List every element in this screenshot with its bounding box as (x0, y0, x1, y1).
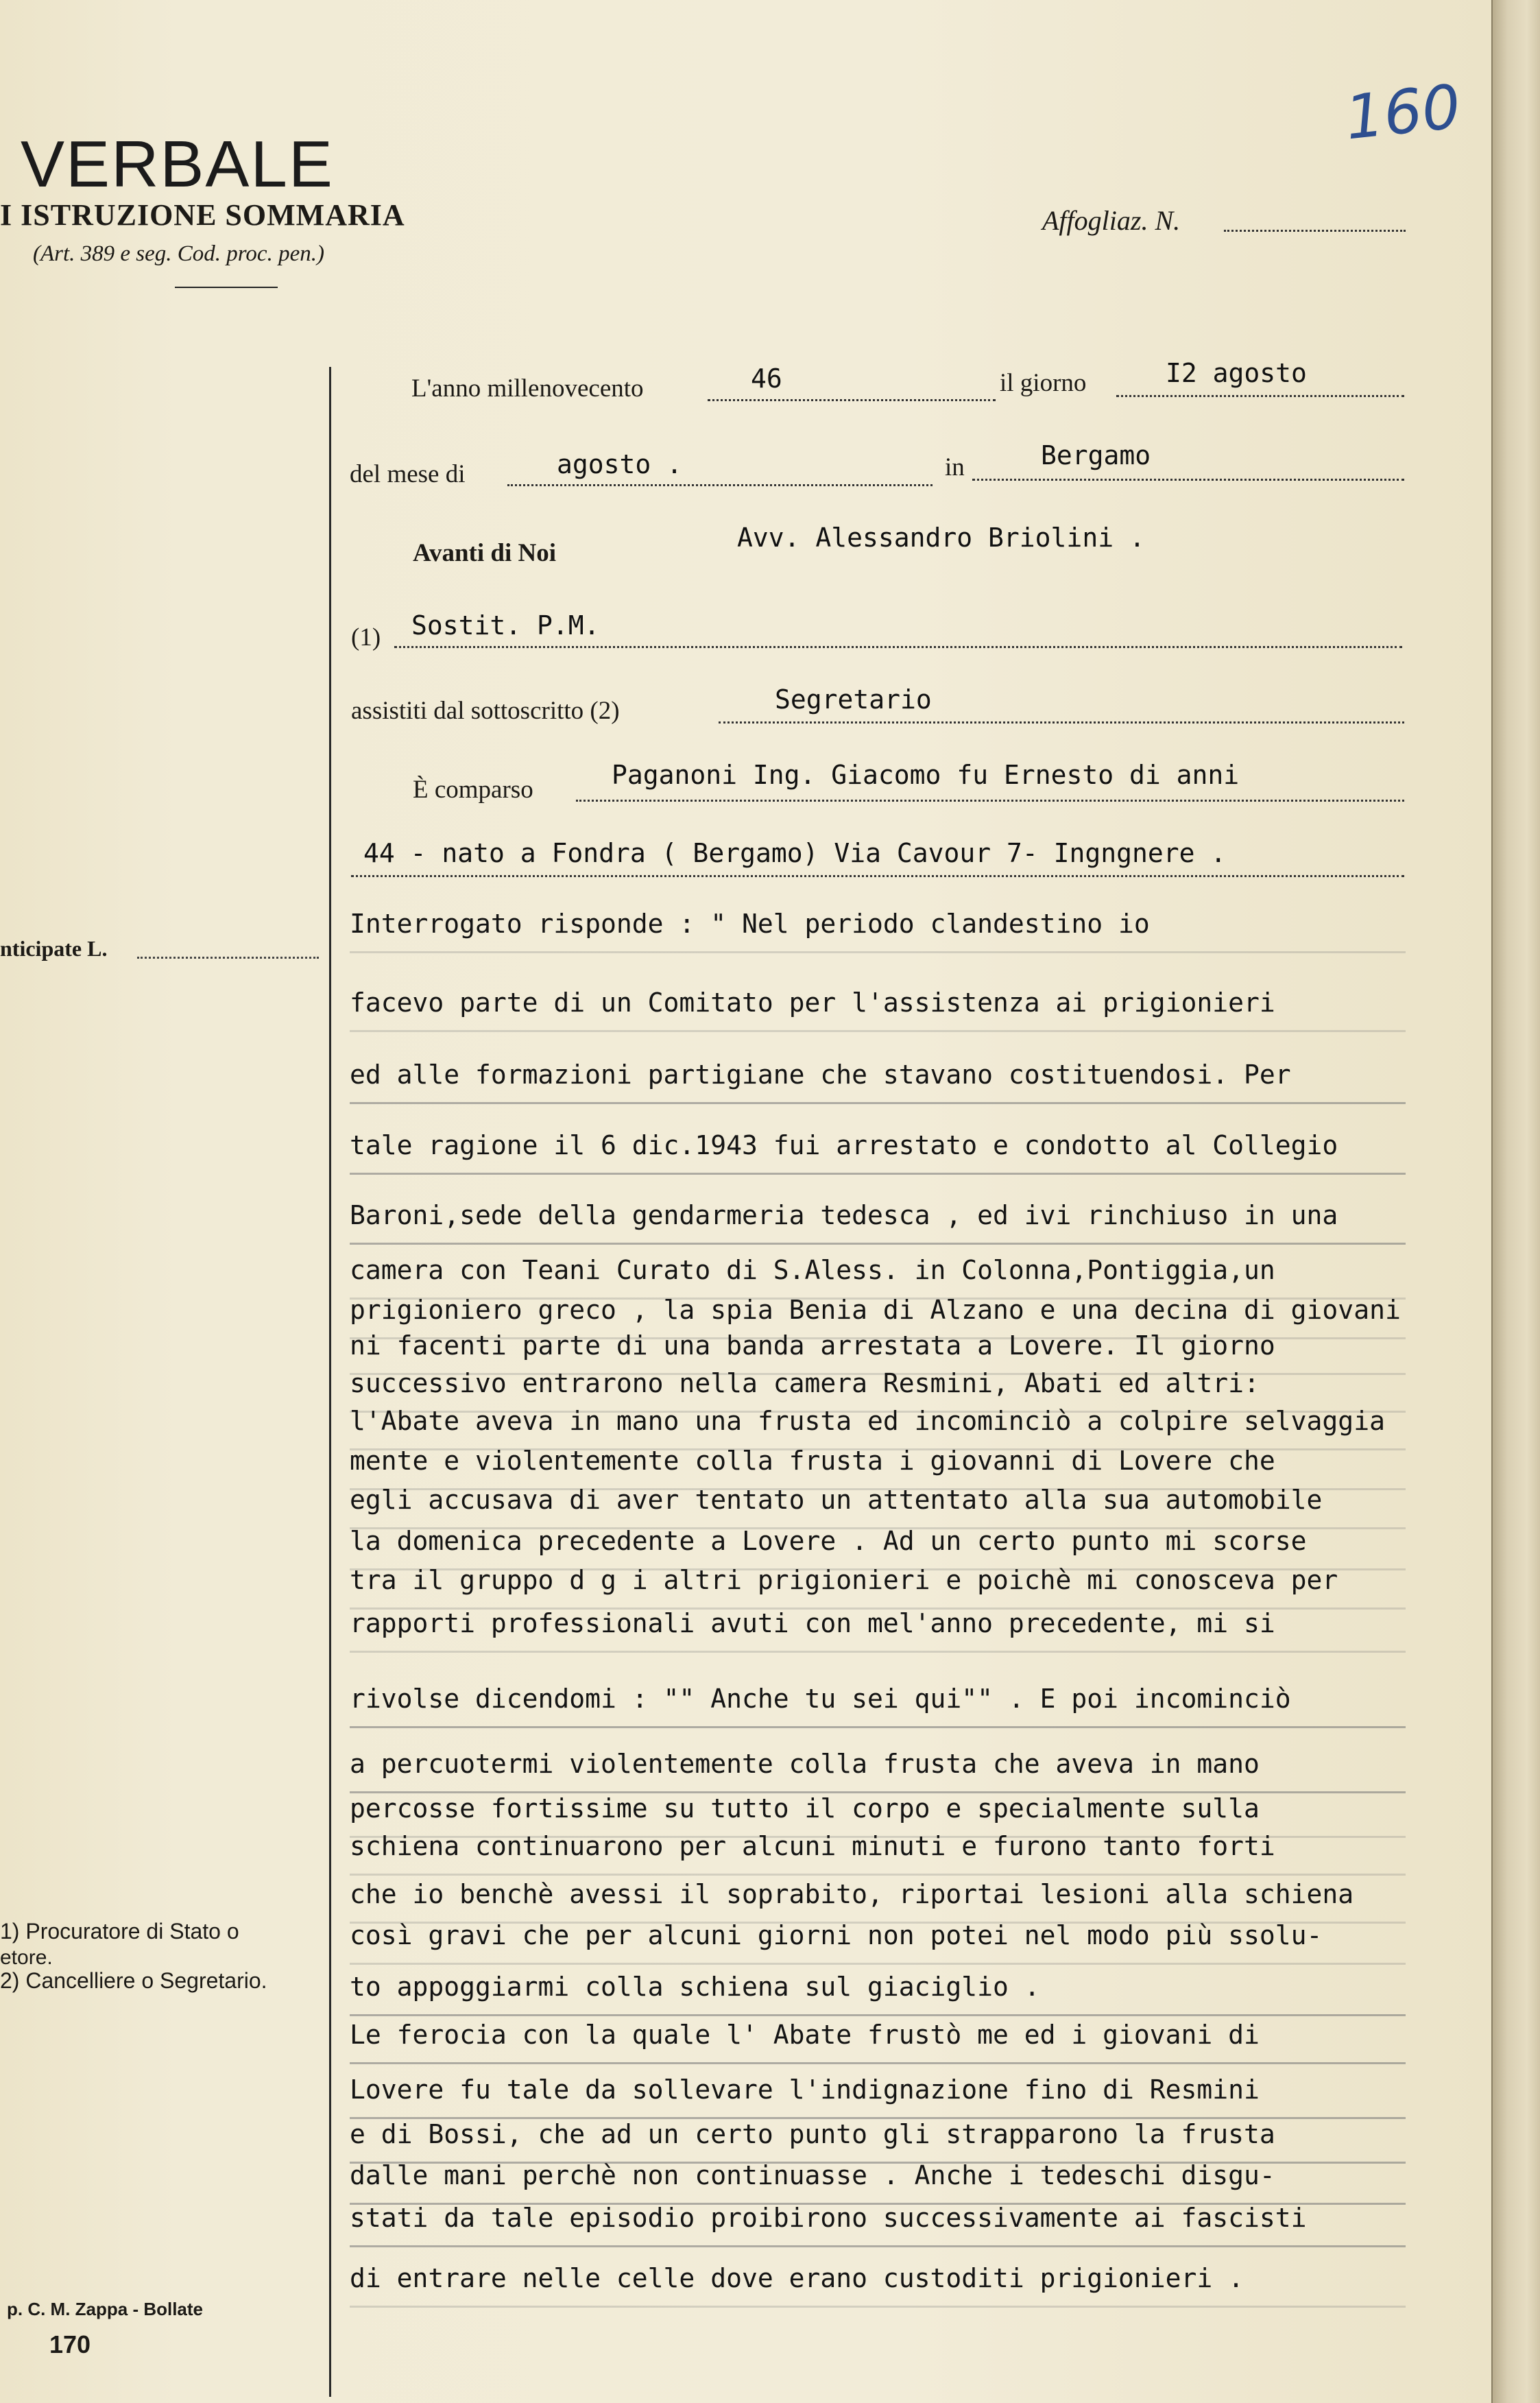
statement-line: rivolse dicendomi : "" Anche tu sei qui"" . E poi incominciò (350, 1684, 1291, 1714)
line-rule (350, 1173, 1406, 1175)
statement-line: Baroni,sede della gendarmeria tedesca , ed ivi rinchiuso in una (350, 1200, 1338, 1230)
divider (175, 287, 278, 288)
note1-dots (394, 646, 1402, 648)
footnote-1: 1) Procuratore di Stato o (0, 1919, 239, 1944)
footnote-1-continued: etore. (0, 1946, 53, 1969)
form-number: 170 (49, 2330, 91, 2358)
affogliaz-label: Affogliaz. N. (1042, 205, 1181, 236)
statement-line: tra il gruppo d g i altri prigionieri e poichè mi conosceva per (350, 1565, 1338, 1595)
statement-line: stati da tale episodio proibirono successivamente ai fascisti (350, 2203, 1307, 2233)
margin-rule (329, 367, 331, 2397)
statement-line: dalle mani perchè non continuasse . Anche i tedeschi disgu- (350, 2160, 1275, 2190)
year-label: L'anno millenovecento (411, 374, 644, 403)
footnote-2: 2) Cancelliere o Segretario. (0, 1968, 267, 1993)
statement-line: l'Abate aveva in mano una frusta ed incominciò a colpire selvaggia (350, 1406, 1385, 1436)
handwritten-page-number: 160 (1342, 71, 1464, 154)
statement-line: Interrogato risponde : " Nel periodo clandestino io (350, 909, 1150, 939)
place-dots (972, 479, 1404, 481)
statement-line: ni facenti parte di una banda arrestata a Lovere. Il giorno (350, 1330, 1275, 1361)
statement-line: schiena continuarono per alcuni minuti e furono tanto forti (350, 1831, 1275, 1861)
statement-line: che io benchè avessi il soprabito, riportai lesioni alla schiena (350, 1879, 1354, 1909)
line-rule (350, 2245, 1406, 2247)
assisted-value: Segretario (775, 684, 932, 715)
anticipate-label: nticipate L. (0, 936, 108, 961)
note1-value: Sostit. P.M. (411, 610, 600, 641)
assisted-dots (719, 721, 1404, 724)
statement-line: e di Bossi, che ad un certo punto gli strapparono la frusta (350, 2119, 1275, 2149)
line-rule (350, 1030, 1406, 1032)
line-rule (350, 1651, 1406, 1653)
month-dots (507, 484, 933, 486)
year-dots (708, 399, 996, 401)
line-rule (350, 2306, 1406, 2308)
statement-line: to appoggiarmi colla schiena sul giaciglio . (350, 1972, 1040, 2002)
statement-line: Lovere fu tale da sollevare l'indignazione fino di Resmini (350, 2075, 1260, 2105)
appeared-label: È comparso (413, 776, 533, 804)
appeared-dots (576, 800, 1404, 802)
affogliaz-field (1224, 230, 1406, 232)
place-value: Bergamo (1041, 440, 1151, 470)
day-label: il giorno (1000, 369, 1087, 397)
statement-line: a percuotermi violentemente colla frusta che aveva in mano (350, 1749, 1260, 1779)
day-dots (1116, 395, 1404, 397)
line-rule (350, 1726, 1406, 1728)
anticipate-field (137, 957, 319, 959)
place-label: in (945, 453, 965, 481)
day-value: I2 agosto (1166, 358, 1307, 388)
statement-line: successivo entrarono nella camera Resmini, Abati ed altri: (350, 1368, 1260, 1398)
statement-line: tale ragione il 6 dic.1943 fui arrestato e condotto al Collegio (350, 1130, 1338, 1160)
statement-line: di entrare nelle celle dove erano custoditi prigionieri . (350, 2263, 1244, 2293)
statement-line: così gravi che per alcuni giorni non potei nel modo più ssolu- (350, 1920, 1323, 1950)
statement-line: ed alle formazioni partigiane che stavano costituendosi. Per (350, 1060, 1291, 1090)
before-value: Avv. Alessandro Briolini . (737, 523, 1145, 553)
appeared-line-2: 44 - nato a Fondra ( Bergamo) Via Cavour 7- Ingngnere . (363, 838, 1227, 868)
statement-line: camera con Teani Curato di S.Aless. in Colonna,Pontiggia,un (350, 1255, 1275, 1285)
line-rule (350, 1243, 1406, 1245)
statement-line: egli accusava di aver tentato un attentato alla sua automobile (350, 1485, 1323, 1515)
article-reference: (Art. 389 e seg. Cod. proc. pen.) (33, 241, 324, 266)
document-subtitle: I ISTRUZIONE SOMMARIA (0, 198, 405, 232)
line-rule (350, 1963, 1406, 1965)
note1-label: (1) (351, 623, 381, 651)
appeared-value: Paganoni Ing. Giacomo fu Ernesto di anni (612, 760, 1240, 790)
before-label: Avanti di Noi (413, 539, 557, 567)
printer-imprint: p. C. M. Zappa - Bollate (7, 2299, 204, 2319)
page-edge (1491, 0, 1540, 2403)
appeared-dots-2 (351, 875, 1404, 877)
line-rule (350, 2062, 1406, 2064)
statement-line: Le ferocia con la quale l' Abate frustò me ed i giovani di (350, 2020, 1260, 2050)
statement-line: mente e violentemente colla frusta i giovanni di Lovere che (350, 1446, 1275, 1476)
statement-line: rapporti professionali avuti con mel'anno precedente, mi si (350, 1608, 1275, 1638)
statement-line: prigioniero greco , la spia Benia di Alzano e una decina di giovani (350, 1295, 1401, 1325)
year-value: 46 (751, 363, 782, 394)
line-rule (350, 1102, 1406, 1104)
assisted-label: assistiti dal sottoscritto (2) (351, 697, 620, 725)
month-value: agosto . (557, 449, 683, 479)
line-rule (350, 1874, 1406, 1876)
statement-line: la domenica precedente a Lovere . Ad un certo punto mi scorse (350, 1526, 1307, 1556)
statement-line: facevo parte di un Comitato per l'assistenza ai prigionieri (350, 988, 1275, 1018)
document-title: VERBALE (21, 128, 334, 201)
line-rule (350, 951, 1406, 953)
statement-line: percosse fortissime su tutto il corpo e specialmente sulla (350, 1793, 1260, 1824)
month-label: del mese di (350, 460, 466, 488)
line-rule (350, 2014, 1406, 2016)
